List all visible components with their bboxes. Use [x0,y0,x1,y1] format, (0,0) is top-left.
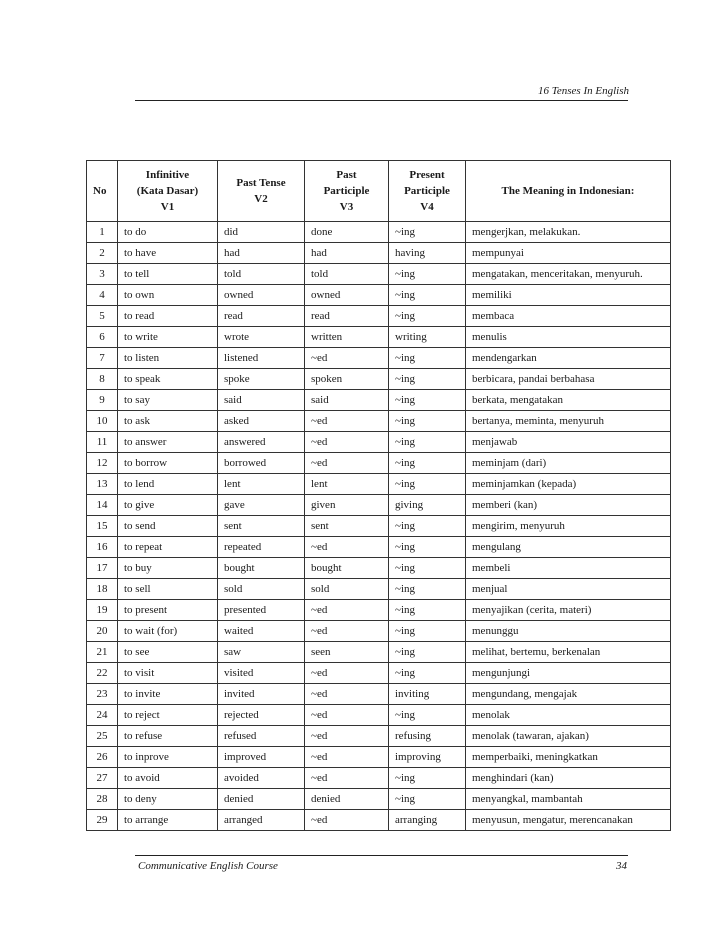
table-row [87,516,671,537]
present-participle-cell: improving [389,747,466,768]
meaning-cell: memiliki [466,285,671,306]
meaning-cell: menjawab [466,432,671,453]
past-tense-cell: bought [218,558,305,579]
table-row [87,621,671,642]
past-participle-cell: ~ed [305,684,389,705]
header-past-participle-line1: Past [336,169,357,181]
past-participle-cell: read [305,306,389,327]
table-header-row [87,161,671,222]
row-number: 10 [87,411,118,432]
infinitive-cell: to buy [118,558,218,579]
meaning-cell: mengulang [466,537,671,558]
past-participle-cell: ~ed [305,705,389,726]
row-number: 27 [87,768,118,789]
past-tense-cell: borrowed [218,453,305,474]
row-number: 11 [87,432,118,453]
row-number: 8 [87,369,118,390]
infinitive-cell: to speak [118,369,218,390]
present-participle-cell: ~ing [389,222,466,243]
header-past-participle [305,161,389,222]
past-participle-cell: ~ed [305,621,389,642]
present-participle-cell: giving [389,495,466,516]
past-participle-cell: done [305,222,389,243]
row-number: 16 [87,537,118,558]
past-tense-cell: presented [218,600,305,621]
infinitive-cell: to send [118,516,218,537]
row-number: 19 [87,600,118,621]
past-tense-cell: gave [218,495,305,516]
row-number: 7 [87,348,118,369]
row-number: 5 [87,306,118,327]
past-participle-cell: written [305,327,389,348]
past-participle-cell: told [305,264,389,285]
past-tense-cell: spoke [218,369,305,390]
meaning-cell: melihat, bertemu, berkenalan [466,642,671,663]
table-row [87,348,671,369]
present-participle-cell: ~ing [389,369,466,390]
infinitive-cell: to invite [118,684,218,705]
past-participle-cell: ~ed [305,600,389,621]
meaning-cell: menyangkal, mambantah [466,789,671,810]
meaning-cell: berbicara, pandai berbahasa [466,369,671,390]
header-present-participle-line3: V4 [420,201,434,213]
past-participle-cell: ~ed [305,432,389,453]
table-row [87,390,671,411]
meaning-cell: mempunyai [466,243,671,264]
past-participle-cell: had [305,243,389,264]
row-number: 21 [87,642,118,663]
past-tense-cell: told [218,264,305,285]
past-participle-cell: bought [305,558,389,579]
past-participle-cell: ~ed [305,747,389,768]
past-tense-cell: sold [218,579,305,600]
table-row [87,537,671,558]
past-tense-cell: denied [218,789,305,810]
infinitive-cell: to answer [118,432,218,453]
table-row [87,243,671,264]
header-past-participle-line3: V3 [339,201,354,213]
footer-title: Communicative English Course [138,860,278,872]
verbs-table [86,160,671,831]
meaning-cell: mengatakan, menceritakan, menyuruh. [466,264,671,285]
present-participle-cell: ~ing [389,705,466,726]
row-number: 2 [87,243,118,264]
row-number: 17 [87,558,118,579]
present-participle-cell: having [389,243,466,264]
infinitive-cell: to borrow [118,453,218,474]
table-row [87,369,671,390]
table-row [87,432,671,453]
past-tense-cell: had [218,243,305,264]
infinitive-cell: to repeat [118,537,218,558]
table-row [87,495,671,516]
present-participle-cell: inviting [389,684,466,705]
header-present-participle-line2: Participle [404,185,450,197]
table-body [87,222,671,831]
table-row [87,285,671,306]
meaning-cell: membeli [466,558,671,579]
row-number: 4 [87,285,118,306]
infinitive-cell: to say [118,390,218,411]
past-participle-cell: sold [305,579,389,600]
infinitive-cell: to read [118,306,218,327]
row-number: 25 [87,726,118,747]
meaning-cell: menolak (tawaran, ajakan) [466,726,671,747]
table-row [87,600,671,621]
infinitive-cell: to do [118,222,218,243]
row-number: 23 [87,684,118,705]
present-participle-cell: ~ing [389,411,466,432]
past-participle-cell: ~ed [305,663,389,684]
present-participle-cell: ~ing [389,390,466,411]
meaning-cell: mengunjungi [466,663,671,684]
infinitive-cell: to deny [118,789,218,810]
past-tense-cell: rejected [218,705,305,726]
meaning-cell: mengerjkan, melakukan. [466,222,671,243]
table-header [87,161,671,222]
header-infinitive-line3: V1 [160,201,175,213]
past-tense-cell: refused [218,726,305,747]
header-infinitive [118,161,218,222]
present-participle-cell: writing [389,327,466,348]
present-participle-cell: ~ing [389,558,466,579]
table-row [87,579,671,600]
row-number: 1 [87,222,118,243]
past-tense-cell: asked [218,411,305,432]
past-participle-cell: ~ed [305,537,389,558]
meaning-cell: mengirim, menyuruh [466,516,671,537]
row-number: 12 [87,453,118,474]
present-participle-cell: ~ing [389,516,466,537]
infinitive-cell: to listen [118,348,218,369]
past-participle-cell: said [305,390,389,411]
past-tense-cell: saw [218,642,305,663]
past-tense-cell: repeated [218,537,305,558]
footer-rule [135,855,628,856]
infinitive-cell: to wait (for) [118,621,218,642]
present-participle-cell: arranging [389,810,466,831]
infinitive-cell: to see [118,642,218,663]
past-participle-cell: ~ed [305,411,389,432]
past-participle-cell: sent [305,516,389,537]
past-participle-cell: given [305,495,389,516]
present-participle-cell: ~ing [389,768,466,789]
present-participle-cell: ~ing [389,537,466,558]
infinitive-cell: to arrange [118,810,218,831]
meaning-cell: mengundang, mengajak [466,684,671,705]
row-number: 3 [87,264,118,285]
past-participle-cell: lent [305,474,389,495]
table-row [87,705,671,726]
table-row [87,642,671,663]
row-number: 14 [87,495,118,516]
table-row [87,726,671,747]
table-row [87,789,671,810]
meaning-cell: menjual [466,579,671,600]
meaning-cell: menolak [466,705,671,726]
present-participle-cell: ~ing [389,474,466,495]
present-participle-cell: ~ing [389,663,466,684]
infinitive-cell: to sell [118,579,218,600]
header-title: 16 Tenses In English [538,85,629,97]
row-number: 22 [87,663,118,684]
past-tense-cell: answered [218,432,305,453]
header-meaning: The Meaning in Indonesian: [466,161,671,222]
infinitive-cell: to visit [118,663,218,684]
past-participle-cell: ~ed [305,768,389,789]
present-participle-cell: ~ing [389,642,466,663]
table-row [87,747,671,768]
meaning-cell: meminjamkan (kepada) [466,474,671,495]
past-tense-cell: sent [218,516,305,537]
table-row [87,474,671,495]
header-past-tense [218,161,305,222]
infinitive-cell: to avoid [118,768,218,789]
infinitive-cell: to lend [118,474,218,495]
row-number: 18 [87,579,118,600]
present-participle-cell: ~ing [389,348,466,369]
present-participle-cell: ~ing [389,285,466,306]
row-number: 28 [87,789,118,810]
past-participle-cell: spoken [305,369,389,390]
row-number: 13 [87,474,118,495]
past-tense-cell: read [218,306,305,327]
infinitive-cell: to ask [118,411,218,432]
present-participle-cell: ~ing [389,789,466,810]
present-participle-cell: ~ing [389,306,466,327]
present-participle-cell: ~ing [389,600,466,621]
past-tense-cell: invited [218,684,305,705]
header-past-participle-line2: Participle [323,185,370,197]
row-number: 24 [87,705,118,726]
present-participle-cell: ~ing [389,579,466,600]
meaning-cell: memperbaiki, meningkatkan [466,747,671,768]
meaning-cell: mendengarkan [466,348,671,369]
header-no: No [87,161,118,222]
meaning-cell: bertanya, meminta, menyuruh [466,411,671,432]
past-tense-cell: improved [218,747,305,768]
table-row [87,306,671,327]
header-rule [135,100,628,101]
meaning-cell: menyusun, mengatur, merencanakan [466,810,671,831]
present-participle-cell: refusing [389,726,466,747]
header-past-tense-line2: V2 [254,193,268,205]
past-tense-cell: said [218,390,305,411]
present-participle-cell: ~ing [389,453,466,474]
row-number: 29 [87,810,118,831]
past-tense-cell: avoided [218,768,305,789]
infinitive-cell: to own [118,285,218,306]
past-tense-cell: visited [218,663,305,684]
past-tense-cell: owned [218,285,305,306]
past-tense-cell: lent [218,474,305,495]
past-tense-cell: arranged [218,810,305,831]
table-row [87,222,671,243]
table-row [87,558,671,579]
present-participle-cell: ~ing [389,264,466,285]
meaning-cell: meminjam (dari) [466,453,671,474]
table-row [87,327,671,348]
table-row [87,768,671,789]
infinitive-cell: to write [118,327,218,348]
infinitive-cell: to have [118,243,218,264]
past-participle-cell: ~ed [305,348,389,369]
meaning-cell: menghindari (kan) [466,768,671,789]
table-row [87,411,671,432]
infinitive-cell: to give [118,495,218,516]
past-participle-cell: denied [305,789,389,810]
meaning-cell: menunggu [466,621,671,642]
past-tense-cell: listened [218,348,305,369]
table-row [87,810,671,831]
table-row [87,453,671,474]
header-present-participle [389,161,466,222]
header-infinitive-line2: (Kata Dasar) [136,185,199,197]
past-participle-cell: ~ed [305,810,389,831]
infinitive-cell: to tell [118,264,218,285]
header-infinitive-line1: Infinitive [145,169,190,181]
table-row [87,684,671,705]
meaning-cell: berkata, mengatakan [466,390,671,411]
infinitive-cell: to reject [118,705,218,726]
table-row [87,663,671,684]
past-tense-cell: wrote [218,327,305,348]
header-present-participle-line1: Present [409,169,445,181]
table-row [87,264,671,285]
page-number: 34 [616,860,627,872]
past-participle-cell: ~ed [305,726,389,747]
present-participle-cell: ~ing [389,621,466,642]
row-number: 6 [87,327,118,348]
meaning-cell: memberi (kan) [466,495,671,516]
row-number: 9 [87,390,118,411]
row-number: 15 [87,516,118,537]
row-number: 20 [87,621,118,642]
infinitive-cell: to inprove [118,747,218,768]
meaning-cell: menulis [466,327,671,348]
past-participle-cell: ~ed [305,453,389,474]
meaning-cell: menyajikan (cerita, materi) [466,600,671,621]
row-number: 26 [87,747,118,768]
past-participle-cell: seen [305,642,389,663]
header-past-tense-line1: Past Tense [236,177,286,189]
meaning-cell: membaca [466,306,671,327]
infinitive-cell: to present [118,600,218,621]
infinitive-cell: to refuse [118,726,218,747]
past-participle-cell: owned [305,285,389,306]
past-tense-cell: waited [218,621,305,642]
present-participle-cell: ~ing [389,432,466,453]
past-tense-cell: did [218,222,305,243]
